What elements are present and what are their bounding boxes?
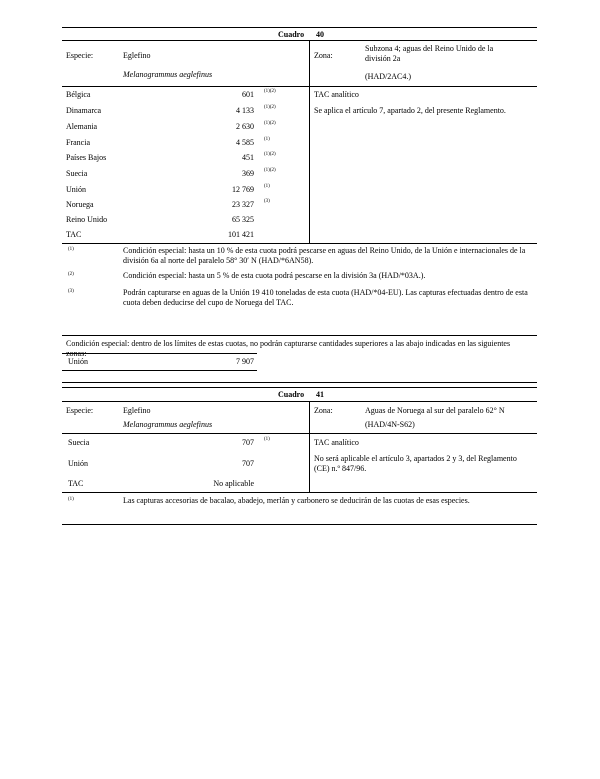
quota-value: No aplicable (213, 479, 254, 488)
country-name: Suecia (66, 169, 88, 178)
country-name: Países Bajos (66, 153, 107, 162)
especie-name: Eglefino (123, 406, 151, 415)
quota-value: 369 (242, 169, 254, 178)
quota-value: 601 (242, 90, 254, 99)
special-country: Unión (68, 357, 88, 366)
special-condition: Condición especial: dentro de los límites de estas cuotas, no podrán capturarse cantidades superiores a las abajo indicadas en las siguientes zonas: (66, 339, 511, 358)
note-ref: (1)(2) (264, 152, 276, 157)
zona-text: Aguas de Noruega al sur del paralelo 62° N (365, 406, 505, 415)
table-40-title-number: 40 (316, 30, 324, 39)
special-value: 7 907 (236, 357, 254, 366)
country-name: Bélgica (66, 90, 91, 99)
country-name: Unión (66, 185, 86, 194)
country-name: Reino Unido (66, 215, 108, 224)
tac-type: TAC analítico (314, 438, 359, 447)
country-name: Alemania (66, 122, 98, 131)
table-41-title-number: 41 (316, 390, 324, 399)
footnote-text: Las capturas accesorias de bacalao, abadejo, merlán y carbonero se deducirán de las cuotas de esas especies. (123, 496, 470, 505)
note-ref: (1)(2) (264, 168, 276, 173)
especie-name: Eglefino (123, 51, 151, 60)
quota-value: 12 769 (232, 185, 254, 194)
quota-value: 4 133 (236, 106, 254, 115)
article-note: No será aplicable el artículo 3, apartados 2 y 3, del Reglamento (CE) n.º 847/96. (314, 454, 517, 473)
especie-latin: Melanogrammus aeglefinus (123, 70, 213, 79)
zona-code: (HAD/4N-S62) (365, 420, 415, 429)
footnote-text: Condición especial: hasta un 10 % de esta cuota podrá pescarse en aguas del Reino Unido, de la Unión e internacionales de la división 6a al norte del paralelo 58° 30′ N (HAD/*6AN58). (123, 246, 526, 265)
footnote-text: Condición especial: hasta un 5 % de esta cuota podrá pescarse en la división 3a (HAD/*03A.). (123, 271, 426, 280)
zona-text: Subzona 4; aguas del Reino Unido de la división 2a (365, 44, 494, 63)
quota-value: 4 585 (236, 138, 254, 147)
footnote-mark: (1) (68, 247, 74, 252)
table-40-title-label: Cuadro (278, 30, 305, 39)
footnote-mark: (2) (68, 272, 74, 277)
table-41-title-label: Cuadro (278, 390, 305, 399)
note-ref: (1) (264, 437, 270, 442)
quota-value: 101 421 (228, 230, 254, 239)
note-ref: (1) (264, 184, 270, 189)
country-name: TAC (68, 479, 84, 488)
zona-label: Zona: (314, 51, 333, 60)
note-ref: (3) (264, 199, 270, 204)
country-name: TAC (66, 230, 82, 239)
quota-value: 707 (242, 438, 254, 447)
quota-value: 707 (242, 459, 254, 468)
note-ref: (1)(2) (264, 121, 276, 126)
especie-label: Especie: (66, 51, 94, 60)
zona-label: Zona: (314, 406, 333, 415)
article-note: Se aplica el artículo 7, apartado 2, del presente Reglamento. (314, 106, 506, 115)
note-ref: (1) (264, 137, 270, 142)
note-ref: (1)(2) (264, 105, 276, 110)
country-name: Francia (66, 138, 90, 147)
footnote-mark: (1) (68, 497, 74, 502)
quota-value: 2 630 (236, 122, 254, 131)
country-name: Dinamarca (66, 106, 102, 115)
footnote-text: Podrán capturarse en aguas de la Unión 19 410 toneladas de esta cuota (HAD/*04-EU). Las capturas efectuadas dentro de esta cuota deben deducirse del cupo de Noruega del TAC. (123, 288, 528, 307)
country-name: Suecia (68, 438, 90, 447)
country-name: Noruega (66, 200, 94, 209)
quota-value: 451 (242, 153, 254, 162)
especie-label: Especie: (66, 406, 94, 415)
quota-value: 23 327 (232, 200, 254, 209)
especie-latin: Melanogrammus aeglefinus (123, 420, 213, 429)
note-ref: (1)(2) (264, 89, 276, 94)
quota-value: 65 325 (232, 215, 254, 224)
tac-type: TAC analítico (314, 90, 359, 99)
zona-code: (HAD/2AC4.) (365, 72, 411, 81)
footnote-mark: (3) (68, 289, 74, 294)
country-name: Unión (68, 459, 88, 468)
